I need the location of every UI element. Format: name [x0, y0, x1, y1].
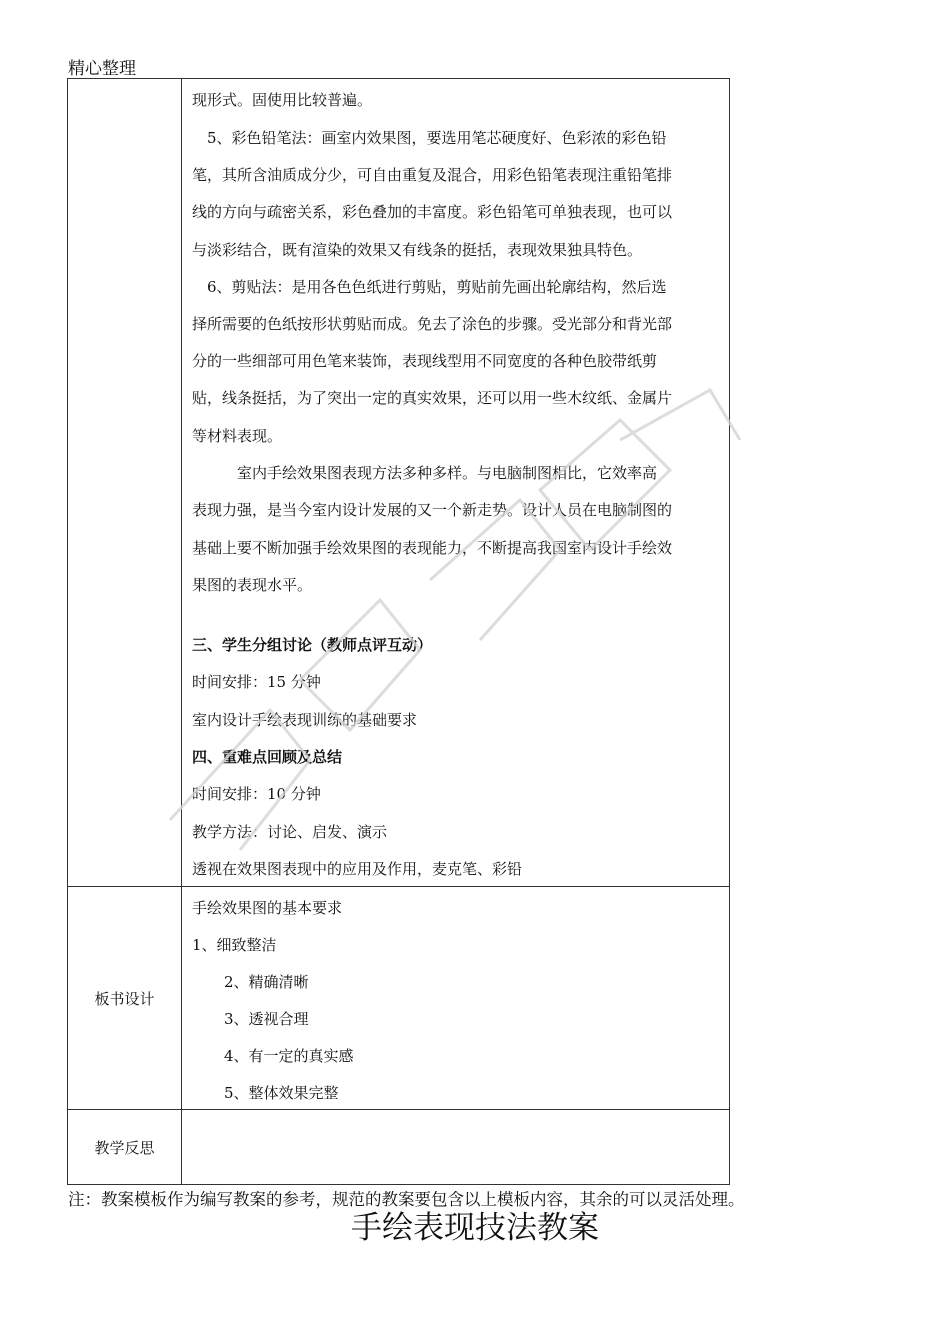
reflection-row: [68, 1110, 730, 1185]
lesson-plan-table: [67, 78, 730, 1185]
board-design-label: 板书设计: [68, 887, 182, 1110]
paragraph-line: 线的方向与疏密关系，彩色叠加的丰富度。彩色铅笔可单独表现，也可以: [192, 203, 673, 221]
paragraph-line: 表现力强，是当今室内设计发展的又一个新走势。设计人员在电脑制图的: [192, 501, 673, 519]
content-row-left-cell: [68, 79, 182, 887]
time-arrangement: 时间安排：15 分钟: [192, 673, 321, 691]
content-cell: [182, 79, 730, 887]
board-design-cell: [182, 887, 730, 1110]
section-heading: 三、学生分组讨论（教师点评互动）: [192, 636, 433, 654]
paragraph-line: 6、剪贴法：是用各色色纸进行剪贴，剪贴前先画出轮廓结构，然后选: [192, 278, 667, 296]
board-item: 4、有一定的真实感: [224, 1047, 354, 1065]
paragraph-line: 择所需要的色纸按形状剪贴而成。免去了涂色的步骤。受光部分和背光部: [192, 315, 673, 333]
section-text: 透视在效果图表现中的应用及作用，麦克笔、彩铅: [192, 860, 523, 878]
paragraph-line: 与淡彩结合，既有渲染的效果又有线条的挺括，表现效果独具特色。: [192, 241, 643, 259]
section-text: 室内设计手绘表现训练的基础要求: [192, 711, 418, 729]
paragraph-line: 笔，其所含油质成分少，可自由重复及混合，用彩色铅笔表现注重铅笔排: [192, 166, 673, 184]
paragraph-line: 现形式。固使用比较普遍。: [192, 91, 373, 109]
section-heading: 四、重难点回顾及总结: [192, 748, 343, 766]
paragraph-line: 分的一些细部可用色笔来装饰，表现线型用不同宽度的各种色胶带纸剪: [192, 352, 658, 370]
reflection-cell: [182, 1110, 730, 1185]
teaching-method: 教学方法：讨论、启发、演示: [192, 823, 388, 841]
time-arrangement: 时间安排：10 分钟: [192, 785, 321, 803]
document-title: 手绘表现技法教案: [351, 1210, 599, 1246]
paragraph-line: 基础上要不断加强手绘效果图的表现能力，不断提高我国室内设计手绘效: [192, 539, 673, 557]
content-row: [68, 79, 730, 887]
paragraph-line: 等材料表现。: [192, 427, 283, 445]
board-item: 3、透视合理: [224, 1010, 309, 1028]
paragraph-line: 5、彩色铅笔法：画室内效果图，要选用笔芯硬度好、色彩浓的彩色铅: [192, 129, 667, 147]
board-item: 5、整体效果完整: [224, 1084, 339, 1102]
reflection-label: 教学反思: [68, 1110, 182, 1185]
header-label: 精心整理: [68, 59, 136, 79]
board-title: 手绘效果图的基本要求: [192, 899, 343, 917]
board-item: 2、精确清晰: [224, 973, 309, 991]
paragraph-line: 贴，线条挺括，为了突出一定的真实效果，还可以用一些木纹纸、金属片: [192, 389, 673, 407]
template-note: 注：教案模板作为编写教案的参考，规范的教案要包含以上模板内容，其余的可以灵活处理。: [68, 1190, 745, 1209]
board-design-row: [68, 887, 730, 1110]
board-item: 1、细致整洁: [192, 936, 277, 954]
paragraph-line: 果图的表现水平。: [192, 576, 313, 594]
paragraph-line: 室内手绘效果图表现方法多种多样。与电脑制图相比，它效率高: [192, 464, 658, 482]
